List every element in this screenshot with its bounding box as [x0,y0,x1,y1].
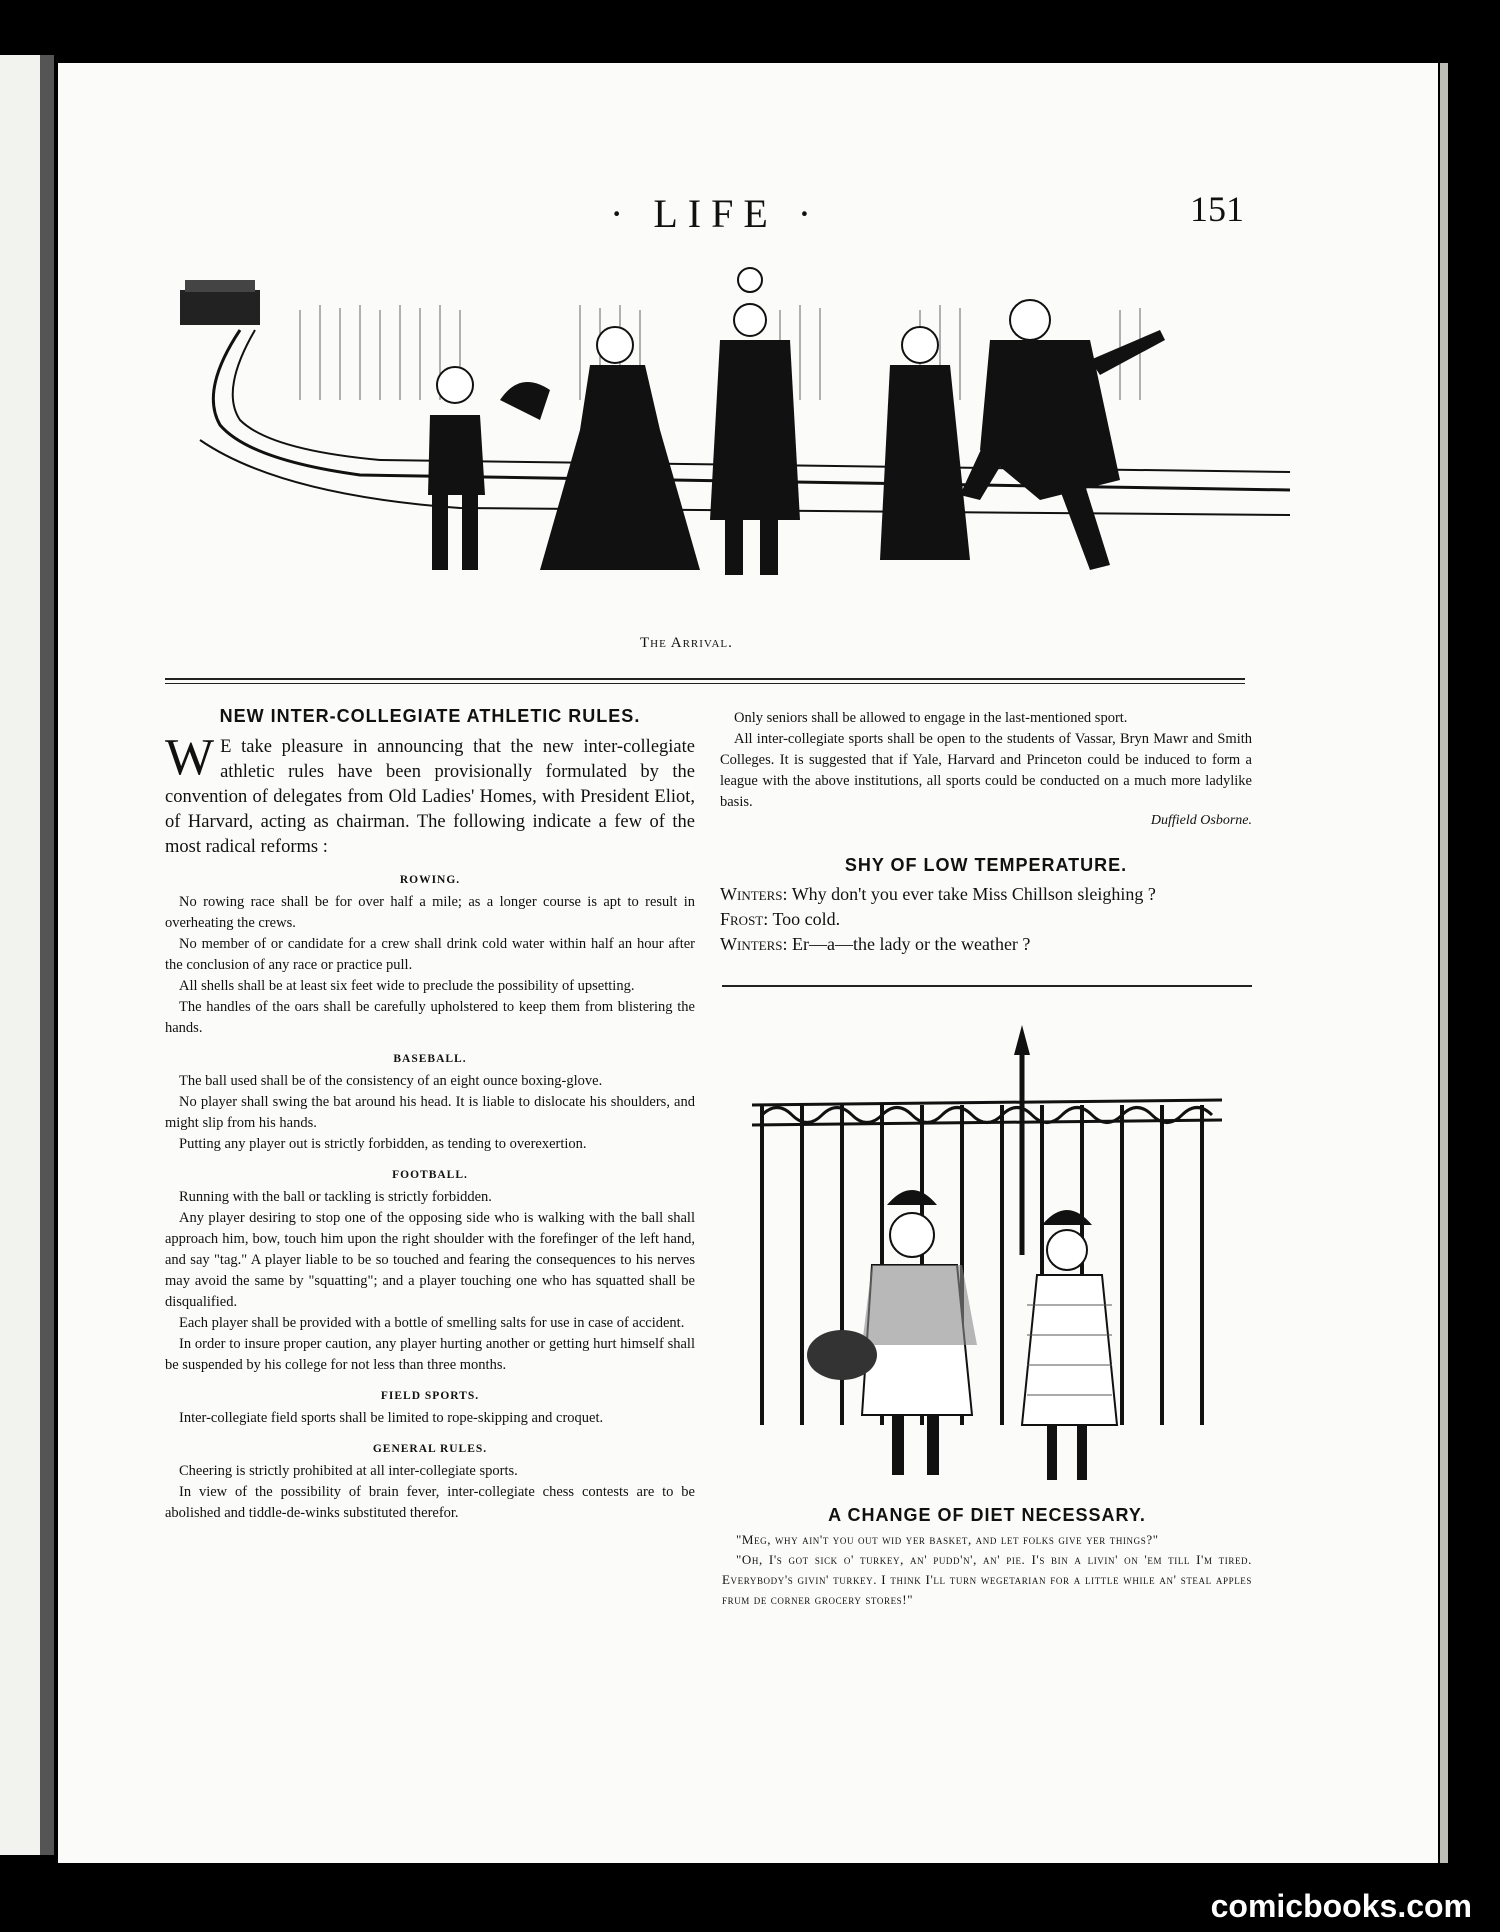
cartoon-headline: A CHANGE OF DIET NECESSARY. [828,1505,1146,1525]
speaker-name: Winters [720,884,783,904]
caption-line: "Oh, I's got sick o' turkey, an' pudd'n', an' pie. I's bin a livin' on 'em till I'm tired. Everybody's givin' turkey. I think I'll turn wegetarian for a little while an' steal apples frum de corner grocery stores!" [722,1552,1252,1607]
rule-paragraph: Running with the ball or tackling is strictly forbidden. [179,1189,492,1205]
continuation-paragraph: All inter-collegiate sports shall be open to the students of Vassar, Bryn Mawr and Smith Colleges. It is suggested that if Yale, Harvard and Princeton could be induced to form a league with the above institutions, all sports could be conducted on a much more ladylike basis. [720,731,1252,810]
rule-paragraph: In order to insure proper caution, any player hurting another or getting hurt himself shall be suspended by his college for not less than three months. [165,1336,695,1373]
drop-cap: W [165,729,215,786]
binding-shadow [40,55,54,1855]
rule-paragraph: Any player desiring to stop one of the opposing side who is walking with the ball shall approach him, bow, touch him upon the right shoulder with the forefinger of the left hand, and say "tag." A player liable to be so touched and fearing the consequences to his nerves may avoid the same by "squatting"; and a player touching one who has squatted shall be disqualified. [165,1210,695,1310]
section-heading-general-rules: GENERAL RULES. [372,1443,488,1455]
joke-divider [722,985,1252,987]
rule-paragraph: The handles of the oars shall be carefully upholstered to keep them from blistering the hands. [165,999,695,1036]
joke-dialogue [720,882,1252,957]
rule-paragraph: Inter-collegiate field sports shall be limited to rope-skipping and croquet. [179,1410,604,1426]
rule-paragraph: No rowing race shall be for over half a mile; as a longer course is apt to result in overheating the crews. [165,894,695,931]
author-byline: Duffield Osborne. [1150,813,1252,828]
article-headline: NEW INTER-COLLEGIATE ATHLETIC RULES. [219,706,641,726]
dialogue-text: Why don't you ever take Miss Chillson sleighing ? [791,884,1156,904]
page-edge-shadow [1440,63,1448,1863]
lead-text: E take pleasure in announcing that the new inter-collegiate athletic rules have been provisionally formulated by the convention of delegates from Old Ladies' Homes, with President Eliot, of Harvard, acting as chairman. The following indicate a few of the most radical reforms : [165,737,695,857]
joke-headline: SHY OF LOW TEMPERATURE. [844,855,1128,875]
page-number: 151 [1190,189,1244,229]
dialogue-line: Frost: Too cold. [720,909,841,929]
rule-paragraph: In view of the possibility of brain fever, inter-collegiate chess contests are to be abolished and tiddle-de-winks substituted therefor. [165,1484,695,1521]
right-column [720,708,1252,957]
continuation-paragraph: Only seniors shall be allowed to engage in the last-mentioned sport. [734,710,1128,726]
illustration-caption: The Arrival. [640,635,733,651]
dialogue-text: Too cold. [772,909,841,929]
rule-paragraph: All shells shall be at least six feet wide to preclude the possibility of upsetting. [179,978,635,994]
rule-paragraph: The ball used shall be of the consistency of an eight ounce boxing-glove. [179,1073,603,1089]
masthead: · LIFE · [610,191,822,236]
dialogue-line: Winters: Why don't you ever take Miss Chillson sleighing ? [720,884,1156,904]
speaker-name: Winters [720,934,783,954]
speaker-name: Frost [720,909,764,929]
cartoon-caption [722,1530,1252,1610]
illustration-girls-at-fence [722,1005,1252,1505]
article-lead [165,729,695,860]
section-heading-rowing: ROWING. [399,874,461,886]
rule-paragraph: Each player shall be provided with a bottle of smelling salts for use in case of accident. [179,1315,685,1331]
dialogue-line: Winters: Er—a—the lady or the weather ? [720,934,1031,954]
section-divider [165,678,1245,684]
section-heading-football: FOOTBALL. [392,1169,468,1181]
rule-paragraph: No player shall swing the bat around his head. It is liable to dislocate his shoulders, and might slip from his hands. [165,1094,695,1131]
article-column [165,706,695,1524]
illustration-the-arrival [160,250,1300,620]
rule-paragraph: No member of or candidate for a crew shall drink cold water within half an hour after the conclusion of any race or practice pull. [165,936,695,973]
rule-paragraph: Putting any player out is strictly forbidden, as tending to overexertion. [179,1136,587,1152]
section-heading-field-sports: FIELD SPORTS. [380,1390,480,1402]
site-watermark: comicbooks.com [1210,1888,1472,1924]
rule-paragraph: Cheering is strictly prohibited at all inter-collegiate sports. [179,1463,518,1479]
section-heading-baseball: BASEBALL. [393,1053,467,1065]
dialogue-text: Er—a—the lady or the weather ? [792,934,1031,954]
caption-line: "Meg, why ain't you out wid yer basket, and let folks give yer things?" [736,1532,1159,1547]
